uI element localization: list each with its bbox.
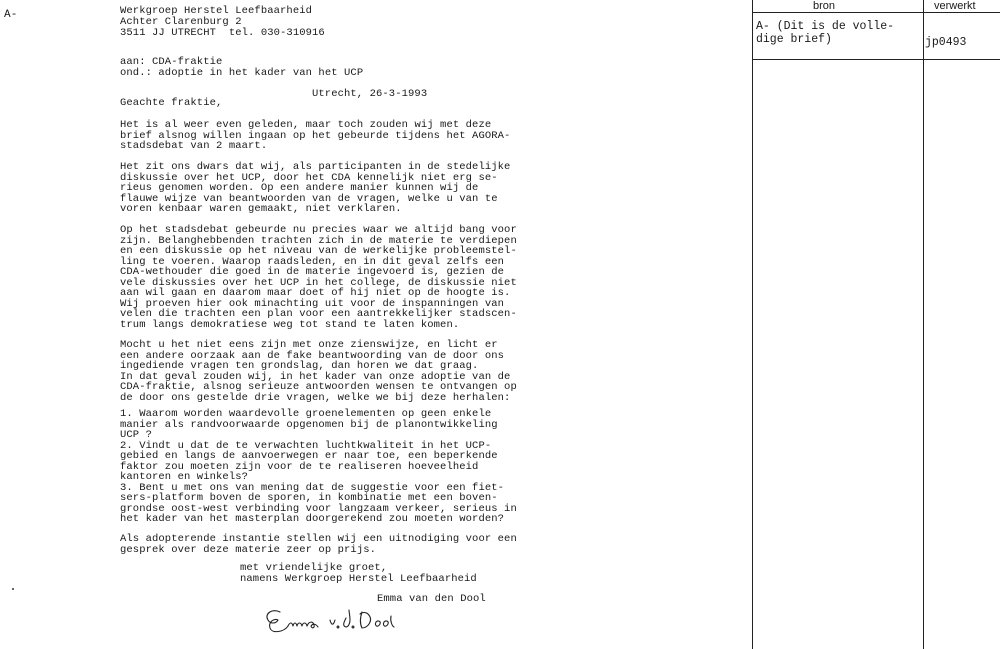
paragraph-line: zijn. Belanghebbenden trachten zich in de materie te verdiepen [120,234,517,247]
paragraph-line: Het is al weer even geleden, maar toch zouden wij met deze [120,119,492,131]
paragraph-line: ingediende vragen ten grondslag, dan horen we dat graag. [120,360,479,372]
paragraph-line: Als adopterende instantie stellen wij een uitnodiging voor een [120,533,517,545]
letter-date: Utrecht, 26-3-1993 [312,88,428,100]
question-line: grondse oost-west verbinding voor langzaam verkeer, serieus in [120,502,517,515]
signature-scribble [258,606,418,636]
paragraph-line: brief alsnog willen ingaan op het gebeurde tijdens het AGORA- [120,129,511,142]
paragraph-line: en een diskussie op het niveau van de werkelijke probleemstel- [120,245,517,257]
question-line: gebied en langs de aanvoerwegen er naar toe, een beperkende [120,450,498,462]
verwerkt-cell: jp0493 [925,36,967,49]
bron-cell-line2: dige brief) [756,33,832,46]
table-header-rule [752,12,1000,13]
paragraph-line: velen die trachten een plan voor een aantrekkelijker stadscen- [120,308,517,320]
sender-street: Achter Clarenburg 2 [120,16,242,28]
margin-speck [12,588,14,590]
paragraph-line: ling te voeren. Waarop raadsleden, en in dit geval zelfs een [120,255,505,268]
signatory-name: Emma van den Dool [377,593,486,605]
question-line: 1. Waarom worden waardevolle groenelementen op geen enkele [120,408,492,420]
table-row-rule [752,59,1000,60]
column-header-verwerkt: verwerkt [934,0,976,12]
paragraph-line: voren kenbaar waren gemaakt, niet verklaren. [120,203,402,215]
question-line: UCP ? [120,429,153,441]
letter-subject: ond.: adoptie in het kader van het UCP [120,67,364,79]
closing-on-behalf: namens Werkgroep Herstel Leefbaarheid [240,572,477,585]
addressee-to: aan: CDA-fraktie [120,56,223,68]
question-line: kantoren en winkels? [120,471,249,483]
paragraph-line: gesprek over deze materie zeer op prijs. [120,543,377,556]
paragraph-line: vele diskussies over het UCP in het college, de diskussie niet [120,276,517,289]
closing-greeting: met vriendelijke groet, [240,562,388,574]
paragraph-line: een andere oorzaak aan de fake beantwoording van de door ons [120,349,505,362]
column-header-bron: bron [813,0,836,12]
paragraph-line: flauwe wijze van beantwoorden van de vragen, welke u van te [120,192,498,205]
paragraph-line: CDA-wethouder die goed in de materie ingevoerd is, gezien de [120,266,505,278]
paragraph-line: diskussie over het UCP, door het CDA kennelijk niet erg se- [120,171,498,184]
salutation: Geachte fraktie, [120,97,223,109]
paragraph-line: aan wil gaan en daarom maar doet of hij niet op de hoogte is. [120,287,511,299]
question-line: 2. Vindt u dat de te verwachten luchtkwaliteit in het UCP- [120,439,492,452]
paragraph-line: Het zit ons dwars dat wij, als participanten in de stedelijke [120,161,511,173]
paragraph-line: rieus genomen worden. Op een andere manier kunnen wij de [120,182,479,194]
bron-cell-line1: A- (Dit is de volle- [756,20,895,33]
question-line: 3. Bent u met ons van mening dat de suggestie voor een fiet- [120,481,505,494]
question-line: faktor zou moeten zijn voor de te realiseren hoeveelheid [120,460,479,473]
paragraph-line: In dat geval zouden wij, in het kader van onze adoptie van de [120,370,511,383]
paragraph-line: trum langs demokratiese weg tot stand te laten komen. [120,318,460,331]
question-line: sers-platform boven de sporen, in kombinatie met een boven- [120,492,498,504]
paragraph-line: CDA-fraktie, alsnog serieuze antwoorden wensen te ontvangen op [120,381,517,393]
letter [120,0,520,649]
sender-city-phone: 3511 JJ UTRECHT tel. 030-310916 [120,27,325,39]
table-border-middle [923,0,924,649]
question-line: manier als randvoorwaarde opgenomen bij de planontwikkeling [120,418,498,431]
paragraph-line: Mocht u het niet eens zijn met onze zienswijze, en licht er [120,339,498,351]
question-line: het kader van het masterplan doorgerekend zou moeten worden? [120,513,505,525]
paragraph-line: Op het stadsdebat gebeurde nu precies waar we altijd bang voor [120,224,517,236]
paragraph-line: de door ons gestelde drie vragen, welke we bij deze herhalen: [120,391,511,404]
margin-label: A- [4,9,18,21]
sender-name: Werkgroep Herstel Leefbaarheid [120,5,313,17]
paragraph-line: stadsdebat van 2 maart. [120,140,268,152]
table-border-left [752,0,753,649]
paragraph-line: Wij proeven hier ook minachting uit voor de inspanningen van [120,297,505,310]
